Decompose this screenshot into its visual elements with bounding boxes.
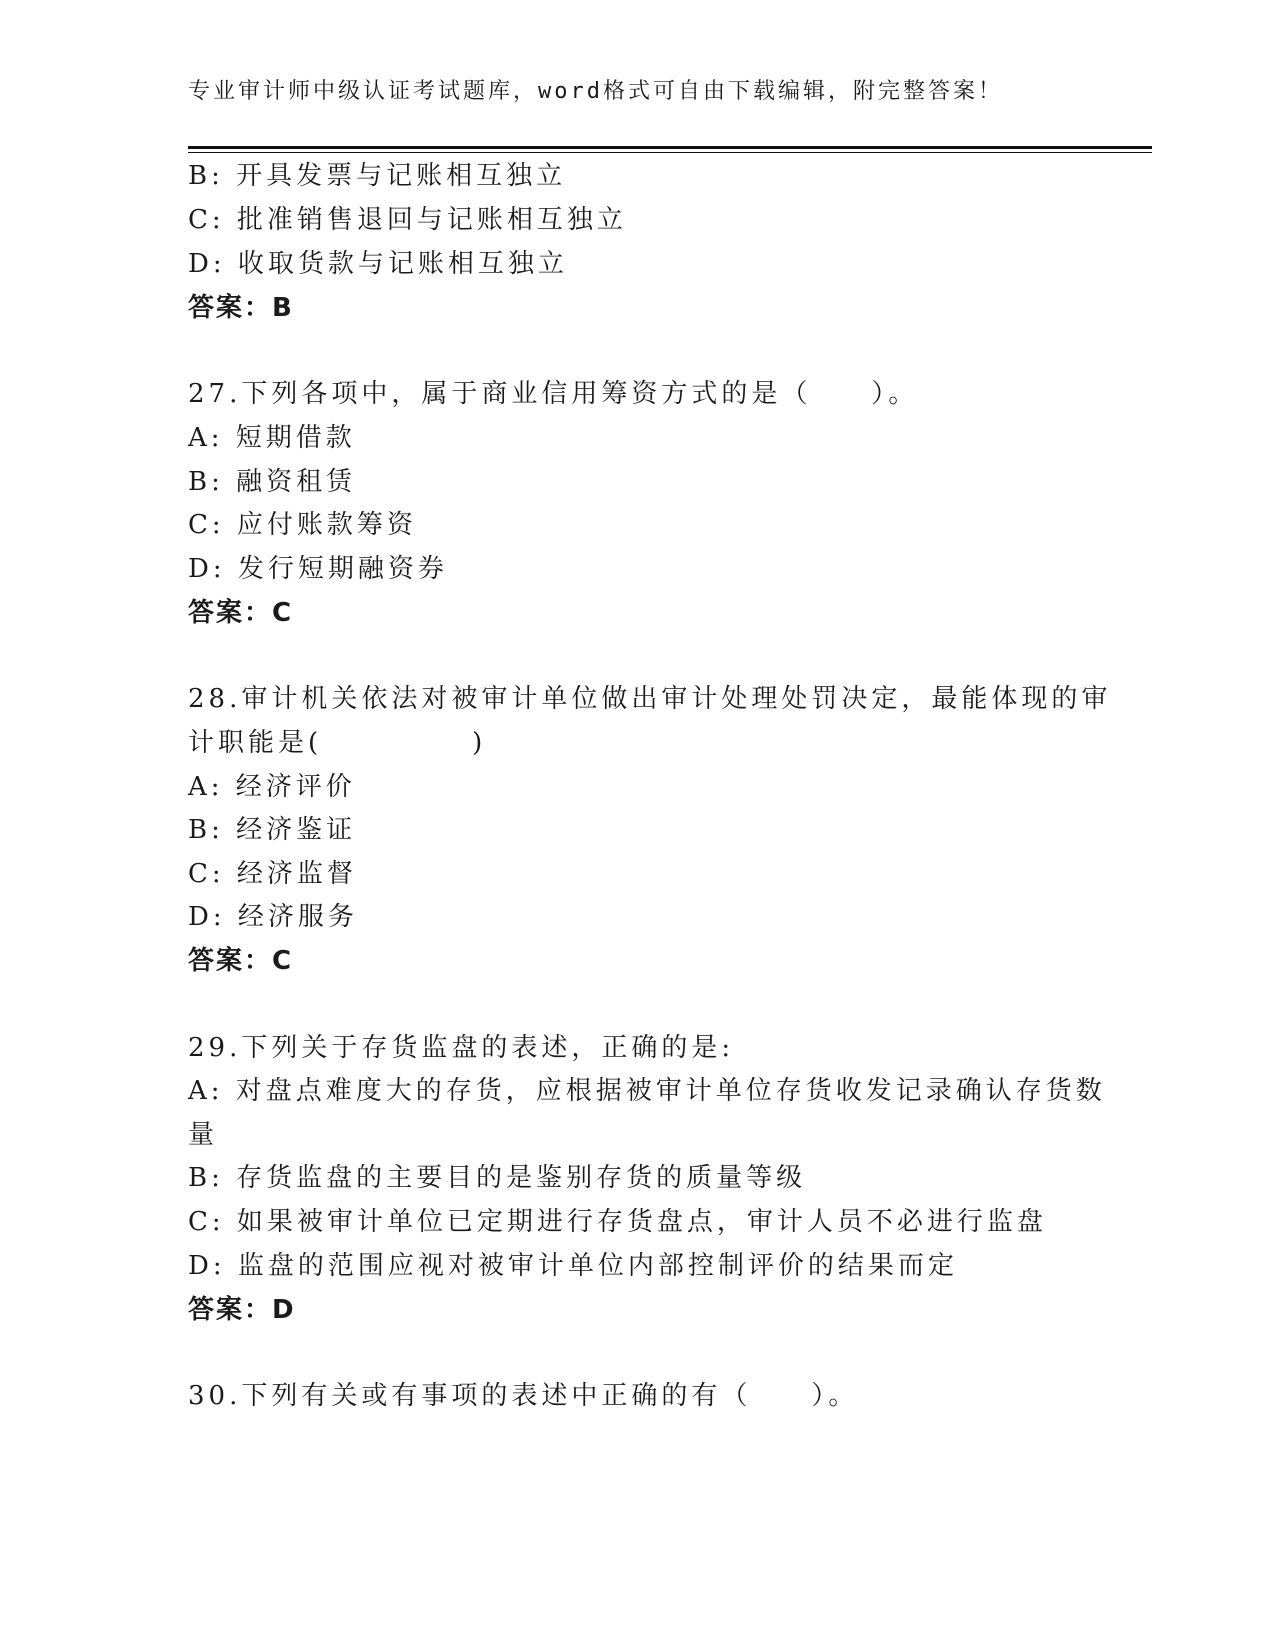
- q29-option-a-line1: A: 对盘点难度大的存货，应根据被审计单位存货收发记录确认存货数: [188, 1076, 1106, 1106]
- q27-answer: 答案：C: [188, 598, 294, 628]
- q26-answer: 答案：B: [188, 293, 294, 323]
- q29-answer: 答案：D: [188, 1295, 296, 1325]
- header-rule-thin: [188, 152, 1152, 153]
- q27-option-d: D: 发行短期融资券: [188, 554, 448, 584]
- q27-option-c: C: 应付账款筹资: [188, 510, 417, 540]
- q26-option-b: B: 开具发票与记账相互独立: [188, 161, 567, 191]
- q28-stem-line2: 计职能是( ): [188, 728, 487, 758]
- q26-option-c: C: 批准销售退回与记账相互独立: [188, 205, 627, 235]
- q30-stem: 30.下列有关或有事项的表述中正确的有（ ）。: [188, 1381, 859, 1411]
- q27-stem: 27.下列各项中，属于商业信用筹资方式的是（ ）。: [188, 379, 919, 409]
- header-rule-thick: [188, 146, 1152, 149]
- q29-option-a-line2: 量: [188, 1120, 219, 1150]
- q27-option-b: B: 融资租赁: [188, 467, 357, 497]
- q28-option-c: C: 经济监督: [188, 859, 357, 889]
- q27-option-a: A: 短期借款: [188, 423, 356, 453]
- q29-option-b: B: 存货监盘的主要目的是鉴别存货的质量等级: [188, 1163, 807, 1193]
- q26-option-d: D: 收取货款与记账相互独立: [188, 249, 568, 279]
- q28-option-b: B: 经济鉴证: [188, 815, 357, 845]
- page-header: 专业审计师中级认证考试题库，word格式可自由下载编辑，附完整答案！: [188, 79, 1003, 104]
- q28-stem-line1: 28.审计机关依法对被审计单位做出审计处理处罚决定，最能体现的审: [188, 684, 1112, 714]
- q29-option-d: D: 监盘的范围应视对被审计单位内部控制评价的结果而定: [188, 1251, 958, 1281]
- q28-answer: 答案：C: [188, 946, 294, 976]
- q29-stem: 29.下列关于存货监盘的表述，正确的是:: [188, 1033, 735, 1063]
- q28-option-d: D: 经济服务: [188, 902, 358, 932]
- q28-option-a: A: 经济评价: [188, 772, 356, 802]
- q29-option-c: C: 如果被审计单位已定期进行存货盘点，审计人员不必进行监盘: [188, 1207, 1047, 1237]
